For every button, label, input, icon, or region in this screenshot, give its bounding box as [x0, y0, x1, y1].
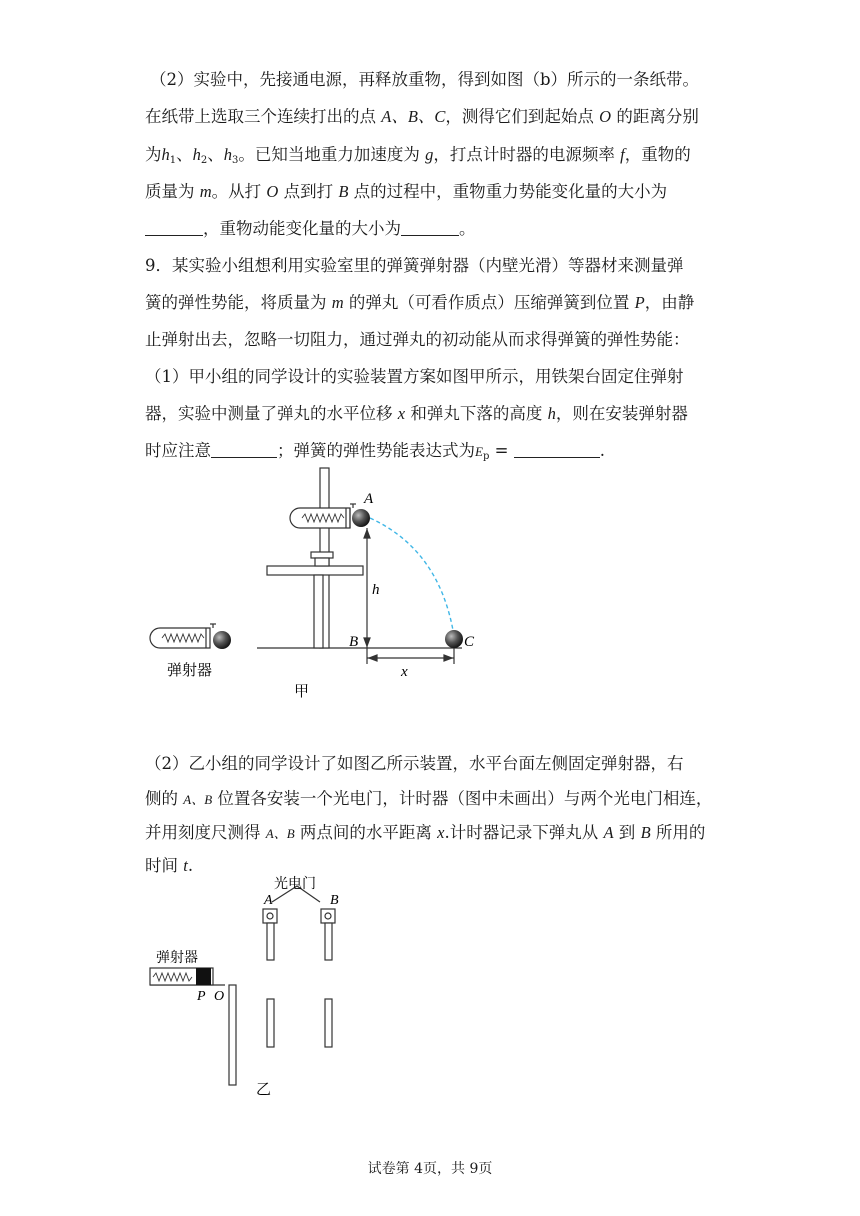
var: B — [338, 182, 349, 201]
text-line — [145, 293, 694, 313]
text: 、 — [207, 145, 224, 164]
text-line — [145, 404, 688, 424]
text-line — [145, 145, 691, 171]
var: x — [437, 823, 445, 842]
var: x — [397, 404, 406, 423]
text-line — [145, 789, 712, 810]
text: 的弹丸（可看作质点）压缩弹簧到位置 — [343, 293, 635, 312]
question-9-title: 9．某实验小组想利用实验室里的弹簧弹射器（内壁光滑）等器材来测量弹 — [145, 256, 684, 275]
text: 在纸带上选取三个连续打出的点 — [145, 107, 382, 126]
gate-label: 光电门 — [274, 876, 316, 892]
text-line — [145, 367, 684, 387]
text: 点到打 — [278, 182, 339, 201]
text-line — [145, 219, 476, 239]
text: 到 — [613, 823, 641, 842]
text: 簧的弹性势能，将质量为 — [145, 293, 332, 312]
text: . — [187, 856, 194, 875]
post — [325, 999, 332, 1047]
var: P — [634, 293, 645, 312]
text: 两点间的水平距离 — [294, 823, 438, 842]
projectile — [196, 968, 211, 985]
trajectory-curve — [370, 518, 454, 636]
figure-jia — [0, 460, 860, 720]
answer-blank[interactable] — [145, 221, 203, 236]
text: 并用刻度尺测得 — [145, 823, 266, 842]
label-a: A — [364, 491, 374, 507]
subscript: 2 — [200, 155, 208, 166]
label-a: A — [264, 893, 273, 908]
table-leg — [314, 575, 323, 648]
text-line — [145, 256, 684, 276]
var: A、B — [183, 792, 213, 807]
text: 。从打 — [211, 182, 267, 201]
text-line — [150, 70, 699, 90]
answer-blank[interactable] — [211, 443, 277, 458]
launcher-body — [150, 628, 210, 648]
clamp-base — [315, 558, 329, 566]
text-line — [145, 330, 690, 350]
subscript: p — [482, 451, 490, 462]
text: 时应注意 — [145, 441, 211, 460]
text: ，由静 — [644, 293, 695, 312]
gate-a-post — [267, 923, 274, 960]
var: m — [331, 293, 344, 312]
text: 时间 — [145, 856, 184, 875]
ball-c — [445, 630, 463, 648]
text: 止弹射出去，忽略一切阻力，通过弹丸的初动能从而求得弹簧的弹性势能： — [145, 330, 690, 349]
label-p: P — [197, 989, 206, 1004]
text: ；弹簧的弹性势能表达式为 — [277, 441, 475, 460]
var: O — [599, 107, 612, 126]
var: m — [199, 182, 212, 201]
gate-b-post — [325, 923, 332, 960]
text: ，重物的 — [624, 145, 691, 164]
page-footer: 试卷第 4页，共 9页 — [367, 1161, 493, 1177]
var: h — [161, 145, 170, 164]
label-h: h — [372, 582, 380, 598]
var: O — [266, 182, 279, 201]
text: ，重物动能变化量的大小为 — [203, 219, 401, 238]
text: 和弹丸下落的高度 — [405, 404, 548, 423]
ball-a — [352, 509, 370, 527]
text: 侧的 — [145, 789, 184, 808]
text: .计时器记录下弹丸从 — [444, 823, 604, 842]
gate-b-head — [321, 909, 335, 923]
text: 器，实验中测量了弹丸的水平位移 — [145, 404, 398, 423]
launcher-body — [290, 508, 350, 528]
text-line — [145, 107, 699, 127]
text: ，测得它们到起始点 — [445, 107, 600, 126]
var: A — [603, 823, 614, 842]
text: ，则在安装弹射器 — [555, 404, 688, 423]
post — [267, 999, 274, 1047]
text: 位置各安装一个光电门，计时器（图中未画出）与两个光电门相连， — [212, 789, 713, 808]
answer-blank[interactable] — [514, 443, 600, 458]
text: 。已知当地重力加速度为 — [238, 145, 426, 164]
text-line — [145, 823, 705, 844]
subscript: 1 — [169, 155, 177, 166]
text: 为 — [145, 145, 162, 164]
text-line — [145, 754, 684, 774]
label-c: C — [464, 634, 475, 650]
figure-yi — [0, 872, 860, 1112]
label-o: O — [214, 989, 225, 1004]
text: . — [599, 441, 605, 460]
var: B — [640, 823, 651, 842]
text: 。 — [459, 219, 476, 238]
label-b: B — [330, 893, 339, 908]
var: h — [192, 145, 201, 164]
table-leg — [229, 985, 236, 1085]
launcher-label: 弹射器 — [156, 950, 198, 966]
text: 的距离分别 — [611, 107, 699, 126]
var: E — [475, 444, 483, 459]
text: 质量为 — [145, 182, 200, 201]
var: f — [620, 145, 625, 164]
var: h — [223, 145, 232, 164]
figure-caption: 乙 — [256, 1080, 272, 1098]
label-x: x — [401, 664, 408, 680]
var: A、B — [265, 826, 295, 841]
text: ，打点计时器的电源频率 — [433, 145, 621, 164]
stand-table — [267, 566, 363, 575]
clamp — [311, 552, 333, 558]
label-b: B — [349, 634, 359, 650]
figure-caption: 甲 — [294, 682, 310, 700]
ball — [213, 631, 231, 649]
launcher-label: 弹射器 — [167, 661, 213, 679]
text: （2）乙小组的同学设计了如图乙所示装置，水平台面左侧固定弹射器，右 — [145, 754, 684, 773]
var: t — [183, 856, 188, 875]
subscript: 3 — [232, 155, 239, 166]
var: h — [547, 404, 556, 423]
text: 所用的 — [650, 823, 706, 842]
text: 、 — [176, 145, 193, 164]
var: g — [425, 145, 434, 164]
gate-a-head — [263, 909, 277, 923]
text: 点的过程中，重物重力势能变化量的大小为 — [348, 182, 668, 201]
text: （1）甲小组的同学设计的实验装置方案如图甲所示，用铁架台固定住弹射 — [145, 367, 684, 386]
text: （2）实验中，先接通电源，再释放重物，得到如图（b）所示的一条纸带。 — [150, 70, 700, 89]
var: A、B、C — [381, 107, 446, 126]
text-line — [145, 182, 667, 202]
answer-blank[interactable] — [401, 221, 459, 236]
text: = — [489, 441, 514, 460]
